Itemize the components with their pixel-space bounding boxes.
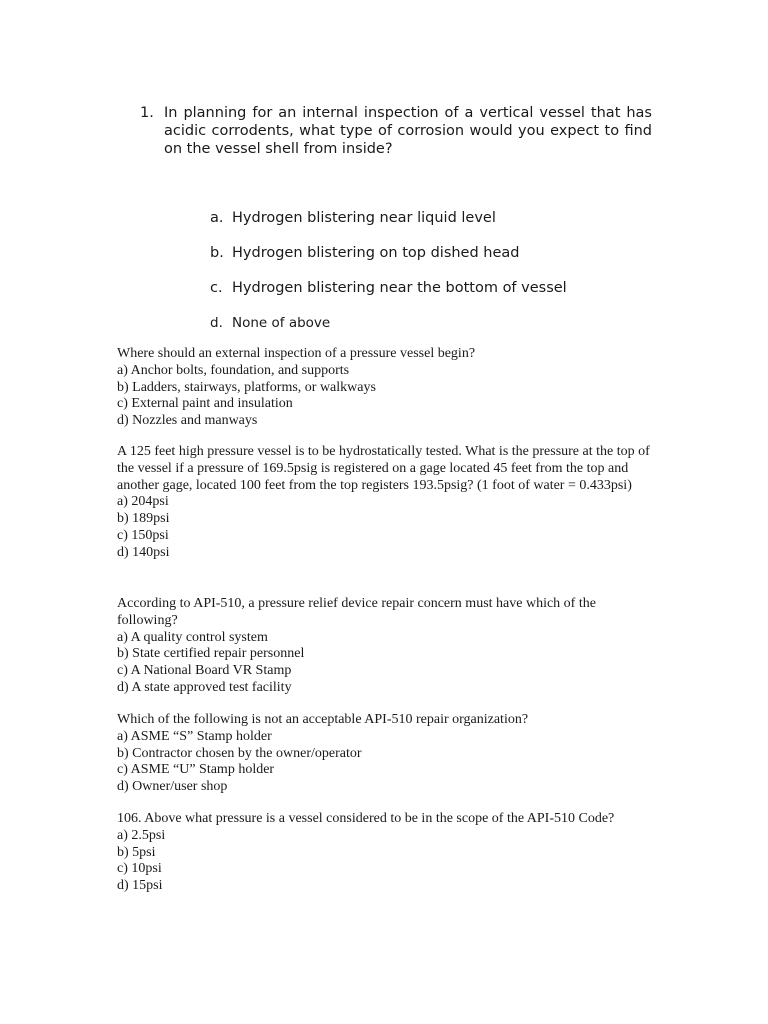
- option-letter: c.: [210, 280, 223, 296]
- question-4-option-b: b) State certified repair personnel: [117, 646, 305, 662]
- question-5-option-b: b) Contractor chosen by the owner/operator: [117, 745, 362, 761]
- question-5-option-d: d) Owner/user shop: [117, 779, 228, 795]
- question-1-number: 1.: [140, 105, 154, 121]
- option-text: Hydrogen blistering on top dished head: [232, 245, 520, 261]
- question-3-option-c: c) 150psi: [117, 527, 169, 543]
- option-text: None of above: [232, 315, 331, 331]
- question-2-option-c: c) External paint and insulation: [117, 396, 293, 412]
- question-3-option-b: b) 189psi: [117, 511, 170, 527]
- option-text: Hydrogen blistering near the bottom of vessel: [232, 280, 567, 296]
- question-2-option-b: b) Ladders, stairways, platforms, or walkways: [117, 379, 376, 395]
- question-5-text: Which of the following is not an acceptable API-510 repair organization?: [117, 712, 529, 727]
- option-text: Hydrogen blistering near liquid level: [232, 210, 496, 226]
- question-5-option-a: a) ASME “S” Stamp holder: [117, 728, 272, 744]
- question-6-option-d: d) 15psi: [117, 878, 163, 894]
- question-5: [117, 712, 657, 796]
- question-3-option-a: a) 204psi: [117, 494, 169, 510]
- question-5-option-c: c) ASME “U” Stamp holder: [117, 762, 275, 778]
- question-6-option-b: b) 5psi: [117, 844, 156, 860]
- option-letter: b.: [210, 245, 224, 261]
- question-4-option-c: c) A National Board VR Stamp: [117, 663, 292, 679]
- question-6-option-c: c) 10psi: [117, 861, 162, 877]
- question-4-option-d: d) A state approved test facility: [117, 679, 292, 695]
- question-2-option-d: d) Nozzles and manways: [117, 413, 258, 429]
- question-1-option-d: [210, 314, 567, 349]
- question-1-option-c: [210, 279, 567, 314]
- question-1-option-b: [210, 244, 567, 279]
- question-1-text: In planning for an internal inspection of a vertical vessel that has acidic corrodents, what type of corrosion would you expect to find on the vessel shell from inside?: [164, 105, 652, 157]
- question-3: [117, 444, 657, 562]
- question-1-option-a: [210, 209, 567, 244]
- question-4: [117, 596, 657, 697]
- option-letter: a.: [210, 210, 224, 226]
- question-6-text: 106. Above what pressure is a vessel considered to be in the scope of the API-510 Code?: [117, 811, 615, 826]
- question-3-text: A 125 feet high pressure vessel is to be hydrostatically tested. What is the pressure at the top of the vessel if a pressure of 169.5psig is registered on a gage located 45 feet from the top and another gage, located 100 feet from the top registers 193.5psig? (1 foot of water = 0.433psi): [117, 444, 650, 493]
- question-1: [140, 104, 652, 158]
- question-6-option-a: a) 2.5psi: [117, 827, 166, 843]
- question-2-text: Where should an external inspection of a pressure vessel begin?: [117, 346, 476, 361]
- question-3-option-d: d) 140psi: [117, 544, 170, 560]
- question-6: [117, 811, 657, 895]
- question-4-text: According to API-510, a pressure relief device repair concern must have which of the following?: [117, 596, 596, 628]
- question-4-option-a: a) A quality control system: [117, 629, 268, 645]
- option-letter: d.: [210, 315, 223, 331]
- question-2-option-a: a) Anchor bolts, foundation, and supports: [117, 362, 350, 378]
- question-1-options: [210, 209, 567, 349]
- question-2: [117, 346, 657, 430]
